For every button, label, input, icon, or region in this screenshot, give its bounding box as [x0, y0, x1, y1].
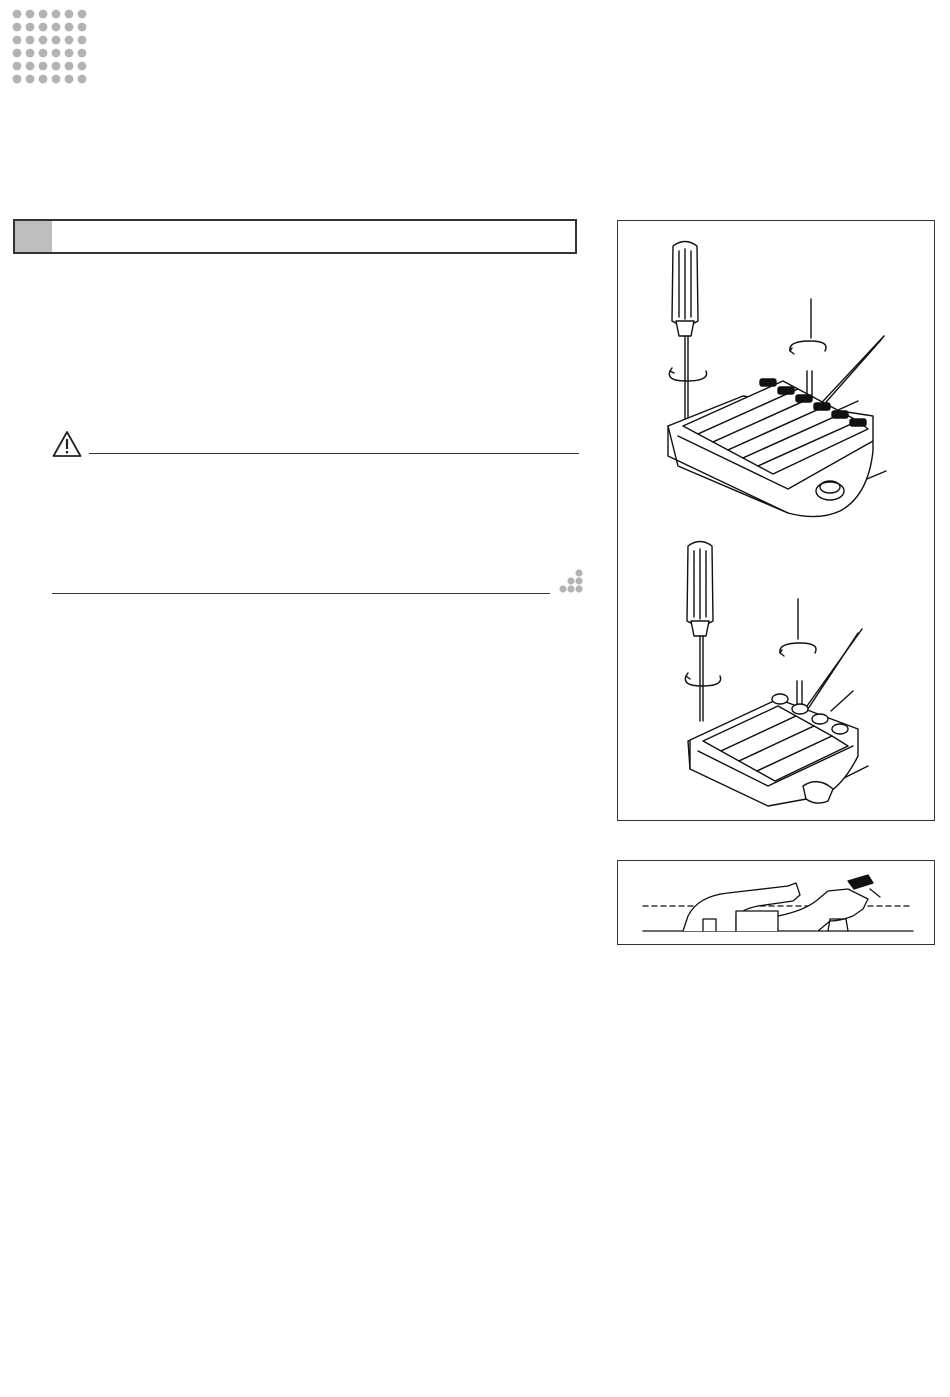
bridge-side-profile-illustration [618, 861, 936, 946]
caution-divider [89, 453, 579, 454]
bridge-figure-panel [617, 220, 935, 821]
decorative-dot-grid-icon [12, 9, 88, 85]
warning-triangle-icon [52, 430, 82, 458]
bridge-adjust-illustration [618, 221, 936, 822]
section-header [13, 219, 577, 254]
caution-heading [52, 430, 579, 460]
section-header-tab [15, 221, 52, 252]
caution-end-divider [52, 593, 550, 594]
bridge-side-view-panel [617, 860, 935, 945]
decorative-dot-cluster-icon [555, 567, 585, 597]
